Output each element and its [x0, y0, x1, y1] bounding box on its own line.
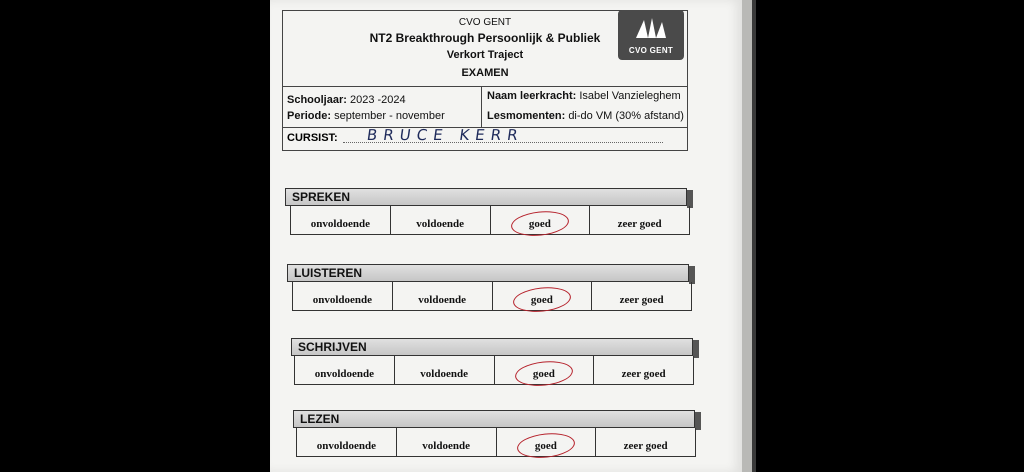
section-title: LUISTEREN: [294, 266, 363, 280]
grade-option-goed[interactable]: [497, 428, 597, 456]
grade-option-goed[interactable]: [493, 282, 593, 310]
grade-label: voldoende: [422, 440, 470, 452]
cursist-name-handwritten: BRUCE KERR: [365, 126, 525, 144]
grade-option-voldoende[interactable]: [391, 206, 491, 234]
leerkracht-row: [487, 90, 681, 102]
course-title: NT2 Breakthrough Persoonlijk & Publiek: [369, 31, 601, 45]
lesmomenten-label: Lesmomenten:: [487, 110, 566, 122]
info-block: [282, 86, 688, 128]
grade-label: goed: [530, 294, 553, 306]
grade-option-onvoldoende[interactable]: [291, 206, 391, 234]
grade-label: zeer goed: [621, 368, 666, 380]
grade-option-goed[interactable]: [495, 356, 595, 384]
periode-label: Periode:: [287, 110, 332, 122]
schooljaar-label: Schooljaar:: [287, 94, 347, 106]
info-divider: [481, 87, 482, 127]
cursist-label: CURSIST:: [287, 132, 338, 144]
exam-type: EXAMEN: [461, 67, 509, 79]
grade-label: goed: [532, 368, 555, 380]
grade-label: voldoende: [418, 294, 466, 306]
leerkracht-value: Isabel Vanzieleghem: [579, 90, 681, 102]
grade-option-onvoldoende[interactable]: [297, 428, 397, 456]
leerkracht-label: Naam leerkracht:: [487, 90, 577, 102]
selected-grade-circle: [512, 285, 572, 315]
lesmomenten-row: [487, 110, 684, 122]
grade-label: onvoldoende: [316, 440, 377, 452]
selected-grade-circle: [510, 209, 570, 239]
selected-grade-circle: [516, 431, 576, 461]
grade-label: goed: [534, 440, 557, 452]
section-title: SCHRIJVEN: [298, 340, 367, 354]
lesmomenten-value: di-do VM (30% afstand): [568, 110, 684, 122]
grade-row-lezen: [296, 428, 696, 457]
paper-edge-shadow: [752, 0, 756, 472]
grade-label: zeer goed: [617, 218, 662, 230]
grade-label: goed: [528, 218, 551, 230]
grade-label: onvoldoende: [314, 368, 375, 380]
grade-row-schrijven: [294, 356, 694, 385]
grade-label: zeer goed: [619, 294, 664, 306]
grade-label: voldoende: [416, 218, 464, 230]
paper-edge: [742, 0, 752, 472]
grade-option-zeer-goed[interactable]: [592, 282, 691, 310]
grade-label: zeer goed: [623, 440, 668, 452]
logo-icon: [632, 16, 670, 40]
grade-row-luisteren: [292, 282, 692, 311]
schooljaar-value: 2023 -2024: [349, 94, 406, 106]
grade-option-onvoldoende[interactable]: [295, 356, 395, 384]
grade-option-goed[interactable]: [491, 206, 591, 234]
section-title: SPREKEN: [292, 190, 351, 204]
grade-label: voldoende: [420, 368, 468, 380]
grade-option-onvoldoende[interactable]: [293, 282, 393, 310]
grade-option-voldoende[interactable]: [397, 428, 497, 456]
grade-option-zeer-goed[interactable]: [590, 206, 689, 234]
org-name: CVO GENT: [458, 17, 512, 28]
section-header-spreken: [285, 188, 687, 206]
periode-value: september - november: [334, 110, 445, 122]
grade-label: onvoldoende: [310, 218, 371, 230]
grade-option-voldoende[interactable]: [393, 282, 493, 310]
course-track: Verkort Traject: [446, 49, 524, 61]
schooljaar-row: [287, 94, 406, 106]
cursist-row: [282, 126, 688, 151]
logo-text: CVO GENT: [628, 46, 674, 55]
selected-grade-circle: [514, 359, 574, 389]
periode-row: [287, 110, 445, 122]
section-header-luisteren: [287, 264, 689, 282]
grade-option-zeer-goed[interactable]: [596, 428, 695, 456]
grade-option-zeer-goed[interactable]: [594, 356, 693, 384]
section-header-lezen: [293, 410, 695, 428]
grade-option-voldoende[interactable]: [395, 356, 495, 384]
cvo-gent-logo: [618, 10, 684, 60]
section-header-schrijven: [291, 338, 693, 356]
grade-row-spreken: [290, 206, 690, 235]
grade-label: onvoldoende: [312, 294, 373, 306]
section-title: LEZEN: [300, 412, 340, 426]
